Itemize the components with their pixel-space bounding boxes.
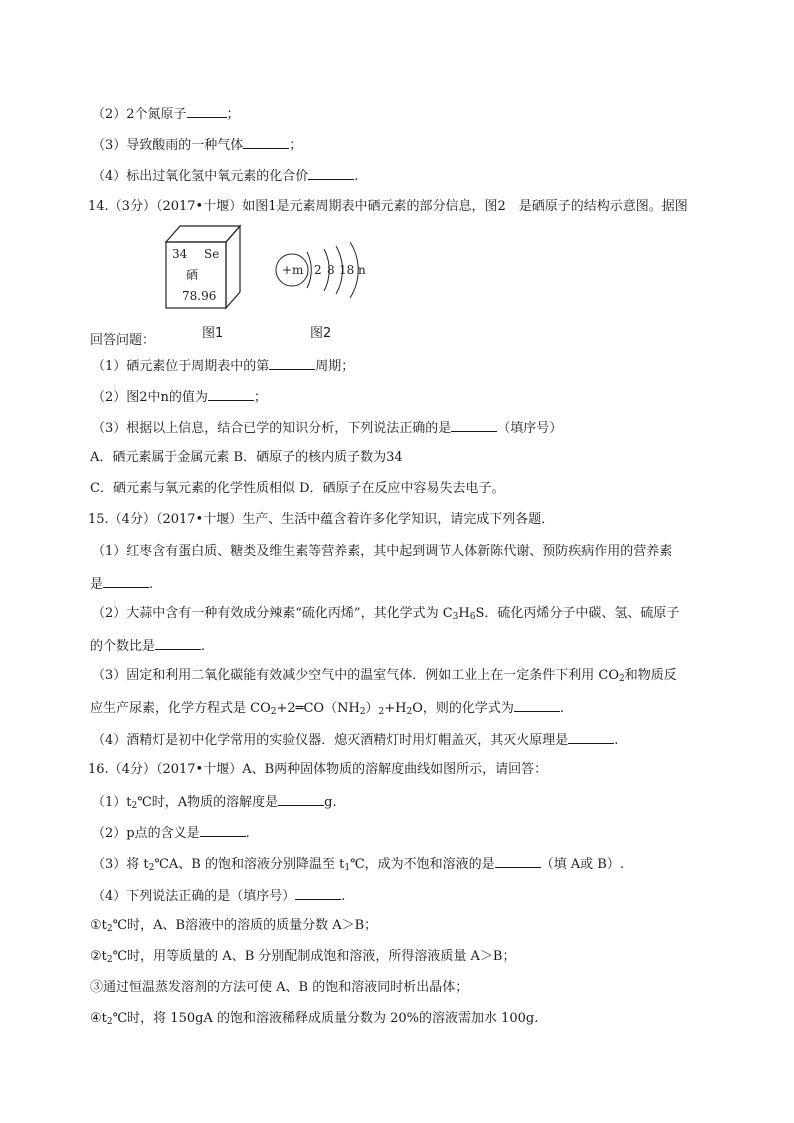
answer-blank[interactable] bbox=[308, 166, 354, 180]
q15-sub2-line2: 的个数比是 . bbox=[90, 636, 205, 656]
q13-sub3: （3）导致酸雨的一种气体 ； bbox=[92, 135, 302, 155]
q16-option-1: $①t_2℃$时，A、B溶液中的溶质的质量分数 A＞B； bbox=[90, 918, 378, 934]
q13-sub4: （4）标出过氧化氢中氧元素的化合价 . bbox=[92, 166, 358, 186]
element-mass: 78.96 bbox=[182, 289, 217, 303]
answer-blank[interactable] bbox=[495, 854, 541, 868]
answer-blank[interactable] bbox=[243, 135, 289, 149]
q16-option-2: $②t_2℃$时，用等质量的 A、B 分别配制成饱和溶液，所得溶液质量 A＞B； bbox=[90, 949, 516, 965]
answer-blank[interactable] bbox=[187, 104, 227, 118]
fig2-caption: 图2 bbox=[310, 326, 332, 341]
element-number: 34 bbox=[172, 247, 188, 261]
q15-sub3-line2: 应生产尿素，化学方程式是 $CO_2+2═CO(NH_2)_2+H_2O$，则的化学式为 . bbox=[90, 698, 564, 718]
answer-blank[interactable] bbox=[278, 792, 324, 806]
q14-options-cd: C．硒元素与氧元素的化学性质相似 D．硒原子在反应中容易失去电子。 bbox=[90, 481, 505, 496]
q16-header: 16.（4分）（2017•十堰）A、B两种固体物质的溶解度曲线如图所示，请回答： bbox=[88, 762, 548, 777]
answer-blank[interactable] bbox=[568, 730, 614, 744]
q15-sub2-line1: （2）大蒜中含有一种有效成分辣素“硫化丙烯”，其化学式为 $C_3H_6S$．硫化丙烯分子中碳、氢、硫原子 bbox=[92, 606, 680, 622]
fig1-caption: 图1 bbox=[202, 326, 224, 341]
shell-2: 8 bbox=[327, 263, 335, 277]
q15-sub3-line1: （3）固定和利用二氧化碳能有效减少空气中的温室气体．例如工业上在一定条件下利用 $CO_2$和物质反 bbox=[92, 668, 677, 684]
answer-blank[interactable] bbox=[103, 574, 149, 588]
answer-blank[interactable] bbox=[200, 823, 246, 837]
answer-blank[interactable] bbox=[269, 356, 315, 370]
q16-sub2: （2）p点的含义是 . bbox=[92, 823, 250, 843]
element-name: 硒 bbox=[186, 268, 199, 282]
q16-sub1: $(1)t_2℃$时，A物质的溶解度是 g. bbox=[92, 792, 337, 812]
answer-blank[interactable] bbox=[295, 886, 341, 900]
shell-4: n bbox=[358, 263, 366, 277]
answer-blank[interactable] bbox=[208, 387, 254, 401]
q14-options-ab: A．硒元素属于金属元素 B．硒原子的核内质子数为34 bbox=[90, 450, 403, 465]
q15-sub1-line1: （1）红枣含有蛋白质、糖类及维生素等营养素，其中起到调节人体新陈代谢、预防疾病作用的营养素 bbox=[92, 544, 673, 559]
q16-sub3: （3）将 $t_2℃A$、B 的饱和溶液分别降温至 $t_1℃$，成为不饱和溶液的是 （填 A或 B）. bbox=[92, 854, 624, 874]
answer-blank[interactable] bbox=[514, 698, 560, 712]
q15-header: 15.（4分）（2017•十堰）生产、生活中蕴含着许多化学知识，请完成下列各题． bbox=[88, 512, 555, 527]
q14-sub2: （2）图2中n的值为 ； bbox=[92, 387, 267, 407]
q16-option-3: ③通过恒温蒸发溶剂的方法可使 A、B 的饱和溶液同时析出晶体； bbox=[90, 980, 469, 995]
nucleus-label: +m bbox=[282, 263, 304, 277]
q15-sub4: （4）酒精灯是初中化学常用的实验仪器．熄灭酒精灯时用灯帽盖灭，其灭火原理是 . bbox=[92, 730, 618, 750]
answer-blank[interactable] bbox=[451, 418, 497, 432]
q14-header: 14.（3分）（2017•十堰）如图1是元素周期表中硒元素的部分信息，图2 是硒原子的结构示意图。据图 bbox=[88, 199, 688, 214]
element-symbol: Se bbox=[204, 247, 220, 261]
q16-option-4: $④t_2℃$时，将 150gA 的饱和溶液稀释成质量分数为 20%的溶液需加水 100g. bbox=[90, 1011, 539, 1027]
q14-continue: 回答问题： bbox=[90, 333, 156, 348]
answer-blank[interactable] bbox=[155, 636, 201, 650]
q13-sub2: （2）2个氮原子 ； bbox=[92, 104, 240, 124]
shell-1: 2 bbox=[314, 263, 322, 277]
q14-sub1: （1）硒元素位于周期表中的第 周期； bbox=[92, 356, 354, 376]
q14-sub3: （3）根据以上信息，结合已学的知识分析，下列说法正确的是 （填序号） bbox=[92, 418, 562, 438]
q15-sub1-line2: 是 . bbox=[90, 574, 153, 594]
q16-sub4: （4）下列说法正确的是（填序号） . bbox=[92, 886, 345, 906]
shell-3: 18 bbox=[339, 263, 355, 277]
q14-figures bbox=[160, 222, 380, 347]
